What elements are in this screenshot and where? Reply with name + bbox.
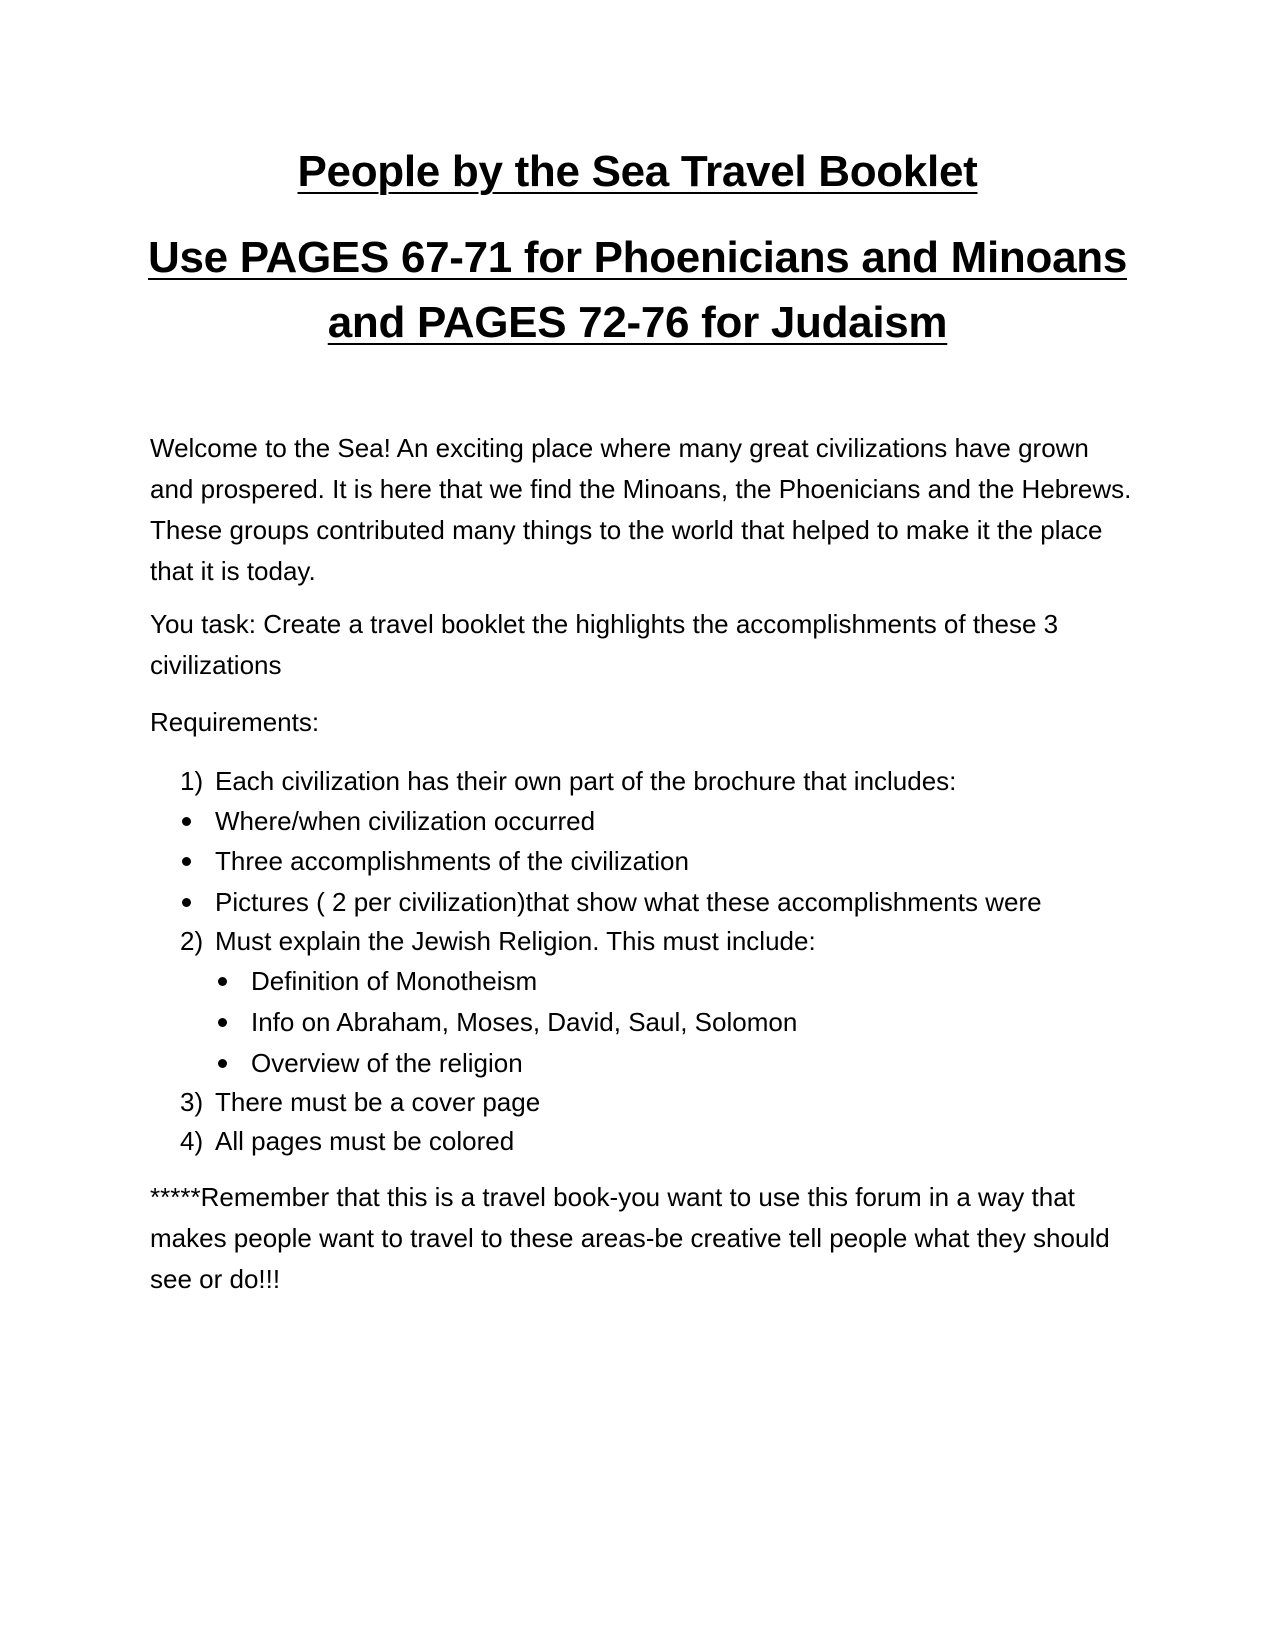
list-number: 3) <box>180 1087 204 1117</box>
bullet-icon <box>182 898 191 907</box>
list-item-text: There must be a cover page <box>215 1087 541 1117</box>
reminder-paragraph: *****Remember that this is a travel book-you want to use this forum in a way that makes people want to travel to these areas-be creative tell people what they should see or do!!! <box>150 1182 1110 1294</box>
task-paragraph: You task: Create a travel booklet the highlights the accomplishments of these 3 civilizations <box>150 609 1059 680</box>
document-subtitle-line-2: and PAGES 72-76 for Judaism <box>327 298 948 347</box>
bullet-icon <box>218 1059 227 1068</box>
list-number: 4) <box>180 1126 204 1156</box>
list-item-text: Pictures ( 2 per civilization)that show what these accomplishments were <box>215 887 1042 917</box>
bullet-icon <box>218 977 227 986</box>
list-item-text: Definition of Monotheism <box>251 966 538 996</box>
list-item-text: Three accomplishments of the civilization <box>215 846 689 876</box>
bullet-icon <box>218 1018 227 1027</box>
list-number: 2) <box>180 926 204 956</box>
bullet-icon <box>182 817 191 826</box>
list-item-text: Overview of the religion <box>251 1048 523 1078</box>
document-subtitle-line-1: Use PAGES 67-71 for Phoenicians and Minoans <box>148 233 1127 282</box>
list-item-text: All pages must be colored <box>215 1126 515 1156</box>
list-item-text: Where/when civilization occurred <box>215 806 596 836</box>
list-item-text: Each civilization has their own part of the brochure that includes: <box>215 766 957 796</box>
list-number: 1) <box>180 766 204 796</box>
list-item-text: Must explain the Jewish Religion. This must include: <box>215 926 816 956</box>
document-title: People by the Sea Travel Booklet <box>297 147 978 196</box>
list-item-text: Info on Abraham, Moses, David, Saul, Solomon <box>251 1007 798 1037</box>
welcome-paragraph: Welcome to the Sea! An exciting place where many great civilizations have grown and prospered. It is here that we find the Minoans, the Phoenicians and the Hebrews. These groups contributed many things to the world that helped to make it the place that it is today. <box>150 433 1132 586</box>
requirements-heading: Requirements: <box>150 707 320 737</box>
bullet-icon <box>182 857 191 866</box>
